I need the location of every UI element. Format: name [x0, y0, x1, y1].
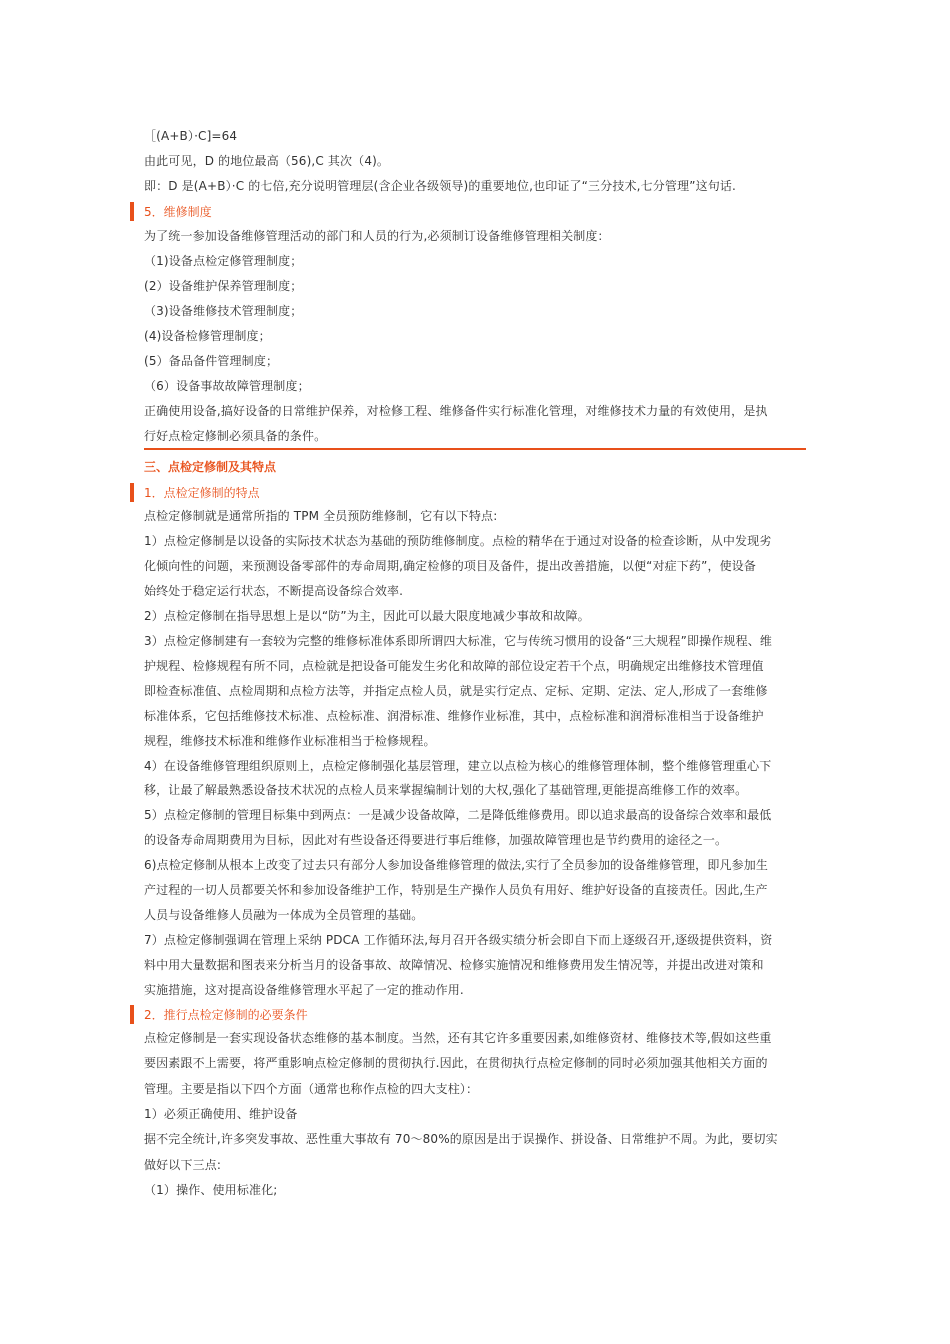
text-line: 点检定修制是一套实现设备状态维修的基本制度。当然，还有其它许多重要因素,如维修资材、维修技术等,假如这些重 — [144, 1031, 772, 1045]
text-line: 5）点检定修制的管理目标集中到两点：一是减少设备故障，二是降低维修费用。即以追求最高的设备综合效率和最低 — [144, 808, 772, 823]
text-line: （1)设备点检定修管理制度； — [144, 254, 303, 268]
section-title: 三、点检定修制及其特点 — [144, 460, 277, 474]
text-line: 产过程的一切人员都要关怀和参加设备维护工作，特别是生产操作人员负有用好、维护好设备的直接责任。因此,生产 — [144, 883, 768, 898]
heading-features: 1．点检定修制的特点 — [144, 486, 260, 500]
text-line: 始终处于稳定运行状态，不断提高设备综合效率. — [144, 583, 404, 598]
text-line: ［(A+B）·C]=64 — [144, 129, 238, 143]
text-line: 移，让最了解最熟悉设备技术状况的点检人员来掌握编制计划的大权,强化了基础管理,更能提高维修工作的效率。 — [144, 783, 748, 798]
text-line: 要因素跟不上需要，将严重影响点检定修制的贯彻执行.因此，在贯彻执行点检定修制的同时必须加强其他相关方面的 — [144, 1056, 768, 1071]
text-line: (2）设备维护保养管理制度； — [144, 279, 303, 293]
text-line: 据不完全统计,许多突发事故、恶性重大事故有 70～80%的原因是出于误操作、拼设备、日常维护不周。为此，要切实 — [144, 1132, 778, 1147]
text-line: 做好以下三点: — [144, 1157, 222, 1172]
text-line: 管理。主要是指以下四个方面（通常也称作点检的四大支柱）： — [144, 1081, 479, 1096]
text-line: 正确使用设备,搞好设备的日常维护保养，对检修工程、维修备件实行标准化管理，对维修技术力量的有效使用，是执 — [144, 404, 768, 418]
text-line: 标准体系，它包括维修技术标准、点检标准、润滑标准、维修作业标准，其中，点检标准和润滑标准相当于设备维护 — [144, 708, 764, 723]
text-line: 1）必须正确使用、维护设备 — [144, 1106, 298, 1121]
text-line: 料中用大量数据和图表来分析当月的设备事故、故障情况、检修实施情况和维修费用发生情况等，并提出改进对策和 — [144, 958, 764, 973]
text-line: 3）点检定修制建有一套较为完整的维修标准体系即所谓四大标准，它与传统习惯用的设备“三大规程”即操作规程、维 — [144, 633, 773, 648]
text-line: 即检查标准值、点检周期和点检方法等，并指定点检人员，就是实行定点、定标、定期、定法、定人,形成了一套维修 — [144, 683, 768, 698]
text-line: 为了统一参加设备维修管理活动的部门和人员的行为,必须制订设备维修管理相关制度： — [144, 229, 610, 243]
text-line: 由此可见，D 的地位最高（56),C 其次（4)。 — [144, 154, 390, 168]
text-line: （1）操作、使用标准化; — [144, 1182, 278, 1197]
heading-conditions: 2．推行点检定修制的必要条件 — [144, 1008, 308, 1022]
text-line: 人员与设备维修人员融为一体成为全员管理的基础。 — [144, 908, 424, 923]
text-line: 行好点检定修制必须具备的条件。 — [144, 429, 327, 443]
heading-accent-bar — [130, 483, 134, 502]
text-line: 的设备寿命周期费用为目标，因此对有些设备还得要进行事后维修，加强故障管理也是节约费用的途径之一。 — [144, 833, 728, 848]
text-line: 规程，维修技术标准和维修作业标准相当于检修规程。 — [144, 733, 436, 748]
heading-accent-bar — [130, 1005, 134, 1024]
text-line: 1）点检定修制是以设备的实际技术状态为基础的预防维修制度。点检的精华在于通过对设备的检查诊断，从中发现劣 — [144, 533, 772, 548]
text-line: 实施措施，这对提高设备维修管理水平起了一定的推动作用. — [144, 983, 464, 998]
text-line: 2）点检定修制在指导思想上是以“防”为主，因此可以最大限度地减少事故和故障。 — [144, 608, 590, 623]
text-line: （6）设备事故故障管理制度； — [144, 379, 310, 393]
heading-accent-bar — [130, 202, 134, 221]
heading-maintenance-system: 5．维修制度 — [144, 205, 212, 219]
text-line: 4）在设备维修管理组织原则上，点检定修制强化基层管理，建立以点检为核心的维修管理体制，整个维修管理重心下 — [144, 758, 772, 773]
text-line: （3)设备维修技术管理制度； — [144, 304, 303, 318]
text-line: 6)点检定修制从根本上改变了过去只有部分人参加设备维修管理的做法,实行了全员参加的设备维修管理，即凡参加生 — [144, 858, 769, 873]
text-line: (4)设备检修管理制度； — [144, 329, 271, 343]
text-line: 7）点检定修制强调在管理上采纳 PDCA 工作循环法,每月召开各级实绩分析会即自下而上逐级召开,逐级提供资料，资 — [144, 933, 773, 948]
text-line: 护规程、检修规程有所不同，点检就是把设备可能发生劣化和故障的部位设定若干个点，明确规定出维修技术管理值 — [144, 658, 764, 673]
section-divider — [144, 448, 806, 450]
text-line: 即：D 是(A+B）·C 的七倍,充分说明管理层(含企业各级领导)的重要地位,也印证了“三分技术,七分管理”这句话. — [144, 179, 736, 193]
text-line: 点检定修制就是通常所指的 TPM 全员预防维修制，它有以下特点: — [144, 509, 498, 523]
text-line: (5）备品备件管理制度； — [144, 354, 279, 368]
text-line: 化倾向性的问题，来预测设备零部件的寿命周期,确定检修的项目及备件，提出改善措施，以便“对症下药”，使设备 — [144, 558, 757, 573]
